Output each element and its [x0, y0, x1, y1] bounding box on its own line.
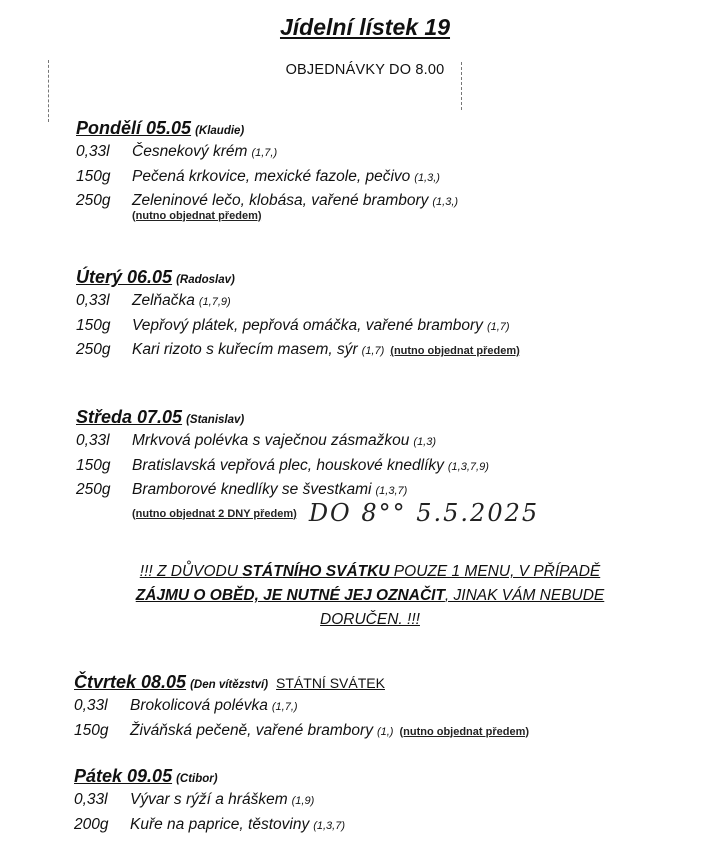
- notice-text: POUZE 1 MENU, V PŘÍPADĚ: [389, 563, 601, 580]
- menu-item: [76, 289, 696, 314]
- item-dish: Česnekový krém: [132, 143, 248, 160]
- day-section-tuesday: [76, 265, 696, 363]
- menu-title: Jídelní lístek 19: [279, 14, 451, 40]
- item-allergens: (1,3,7): [375, 485, 408, 497]
- day-name: Pátek 09.05: [74, 766, 173, 786]
- day-name: Středa 07.05: [76, 407, 183, 427]
- menu-item: [74, 813, 696, 838]
- item-quantity: 250g: [76, 481, 111, 498]
- item-allergens: (1,7): [486, 320, 510, 333]
- item-allergens: (1,3,): [414, 171, 440, 184]
- menu-item: [76, 140, 696, 165]
- name-day: (Den vítězství): [190, 679, 269, 691]
- item-quantity: 0,33l: [76, 292, 110, 309]
- notice-text: !!! Z DŮVODU: [139, 563, 243, 580]
- menu-item: [76, 338, 696, 363]
- handwritten-deadline: DO 8°° 5.5.2025: [308, 498, 540, 527]
- item-dish: Vepřový plátek, pepřová omáčka, vařené brambory: [132, 316, 483, 334]
- item-allergens: (1,3,7,9): [447, 460, 489, 473]
- item-dish: Kuře na paprice, těstoviny: [130, 815, 310, 833]
- item-quantity: 0,33l: [76, 432, 110, 449]
- preorder-note: (nutno objednat předem): [390, 345, 520, 357]
- item-allergens: (1,7,): [271, 701, 298, 713]
- preorder-note: (nutno objednat předem): [399, 725, 530, 738]
- day-section-friday: [74, 764, 696, 837]
- menu-item: [74, 788, 696, 813]
- name-day: (Stanislav): [186, 414, 245, 426]
- name-day: (Ctibor): [176, 773, 218, 785]
- preorder-note: (nutno objednat 2 DNY předem): [132, 507, 297, 520]
- item-dish: Živáňská pečeně, vařené brambory: [130, 721, 373, 739]
- item-dish: Kari rizoto s kuřecím masem, sýr: [132, 341, 358, 358]
- item-quantity: 150g: [76, 167, 111, 185]
- notice-emphasis: ZÁJMU O OBĚD, JE NUTNÉ JEJ OZNAČIT: [135, 587, 445, 604]
- item-dish: Zelňačka: [132, 292, 195, 309]
- menu-item: [76, 454, 696, 479]
- item-allergens: (1,3,): [432, 196, 459, 208]
- item-dish: Brokolicová polévka: [130, 697, 268, 714]
- holiday-notice: [90, 560, 650, 632]
- preorder-note: (nutno objednat předem): [132, 209, 262, 222]
- item-allergens: (1,3): [413, 436, 437, 448]
- item-quantity: 150g: [76, 456, 111, 474]
- holiday-label: STÁTNÍ SVÁTEK: [276, 675, 385, 691]
- item-dish: Bramborové knedlíky se švestkami: [132, 481, 372, 498]
- order-deadline: OBJEDNÁVKY DO 8.00: [285, 62, 445, 78]
- day-section-monday: [76, 116, 696, 223]
- menu-item: [76, 165, 696, 190]
- item-dish: Bratislavská vepřová plec, houskové knedlíky: [132, 456, 444, 474]
- item-quantity: 0,33l: [76, 143, 110, 160]
- name-day: (Radoslav): [176, 274, 235, 286]
- menu-item: [74, 694, 696, 719]
- item-allergens: (1,3,7): [313, 819, 346, 832]
- item-quantity: 200g: [74, 815, 109, 833]
- day-section-wednesday: [76, 405, 696, 525]
- item-quantity: 150g: [74, 721, 109, 739]
- day-name: Čtvrtek 08.05: [74, 672, 187, 692]
- item-quantity: 150g: [76, 316, 111, 334]
- notice-text: DORUČEN. !!!: [320, 611, 420, 628]
- menu-item: [74, 719, 696, 744]
- item-dish: Pečená krkovice, mexické fazole, pečivo: [132, 167, 411, 185]
- item-dish: Mrkvová polévka s vaječnou zásmažkou: [132, 432, 410, 449]
- day-section-thursday: [74, 670, 696, 743]
- menu-item: [76, 314, 696, 339]
- item-allergens: (1,7,): [251, 147, 278, 159]
- item-dish: Zeleninové lečo, klobása, vařené brambory: [132, 192, 429, 209]
- item-quantity: 250g: [76, 192, 111, 209]
- item-allergens: (1,9): [291, 795, 315, 807]
- name-day: (Klaudie): [195, 125, 245, 137]
- item-allergens: (1,): [376, 725, 394, 738]
- item-quantity: 0,33l: [74, 791, 108, 808]
- item-allergens: (1,7,9): [198, 296, 231, 308]
- day-name: Pondělí 05.05: [76, 118, 192, 138]
- menu-item: [76, 429, 696, 454]
- item-dish: Vývar s rýží a hráškem: [130, 791, 288, 808]
- notice-emphasis: STÁTNÍHO SVÁTKU: [242, 563, 390, 580]
- day-name: Úterý 06.05: [76, 267, 173, 287]
- item-quantity: 0,33l: [74, 697, 108, 714]
- notice-text: , JINAK VÁM NEBUDE: [444, 587, 605, 604]
- item-quantity: 250g: [76, 341, 111, 358]
- item-allergens: (1,7): [361, 345, 385, 357]
- preorder-row: [132, 499, 696, 525]
